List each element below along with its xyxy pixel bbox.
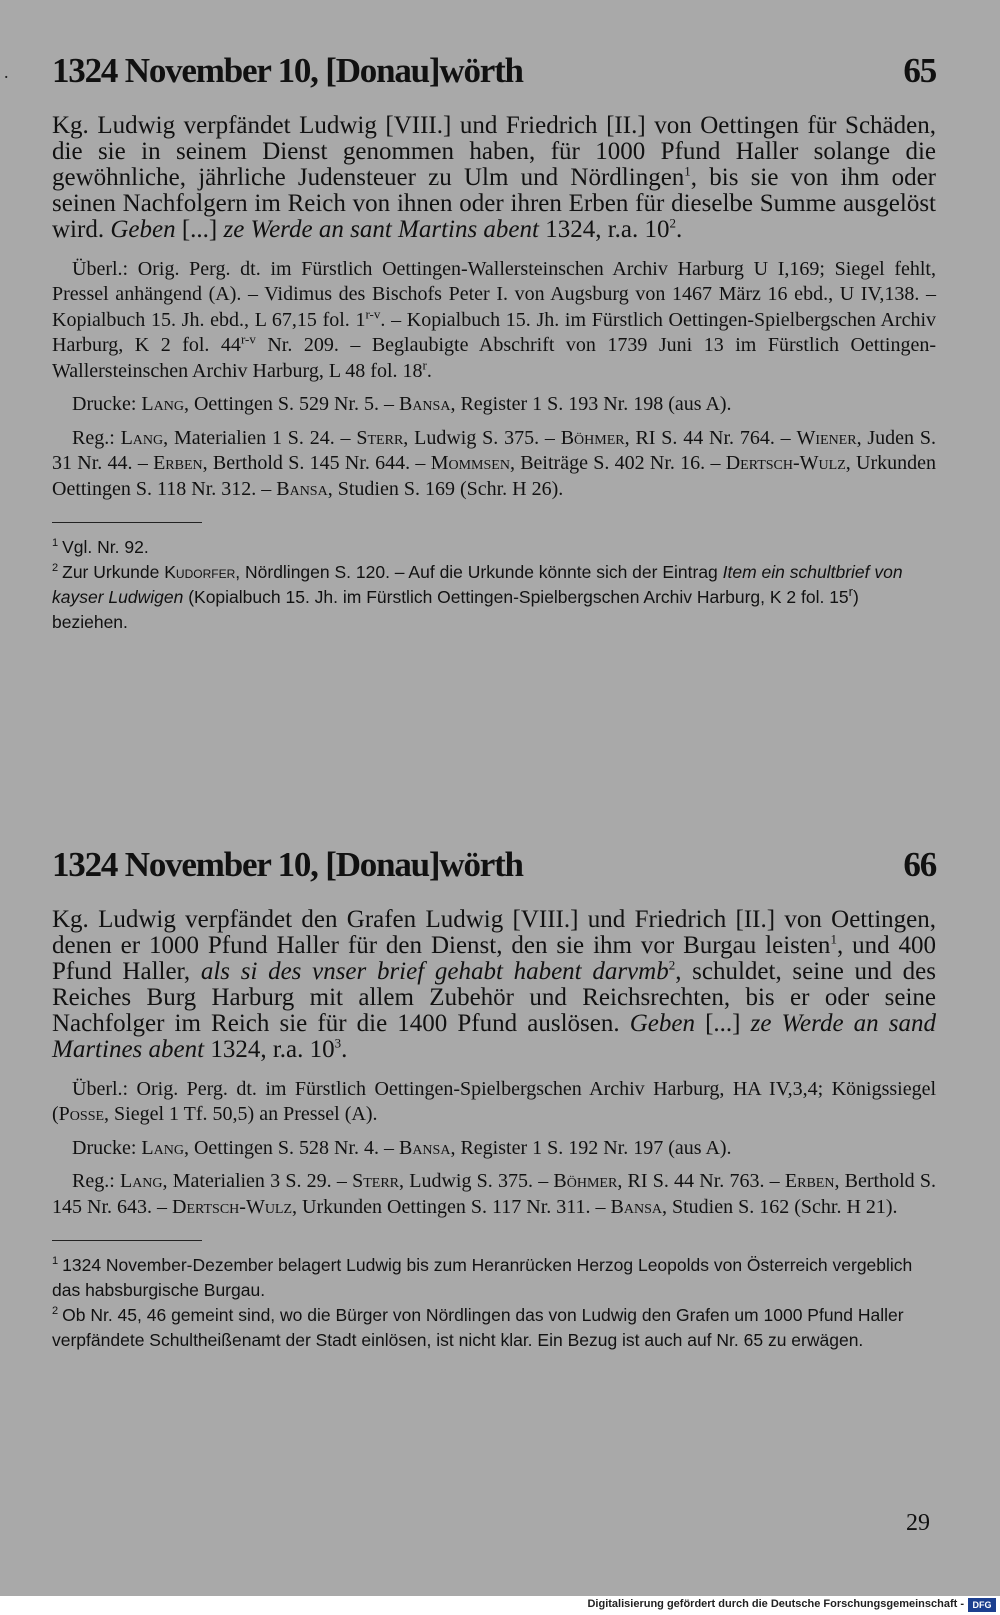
document-entry bbox=[52, 846, 936, 1353]
credit-text: Digitalisierung gefördert durch die Deutsche Forschungsgemeinschaft - bbox=[587, 1598, 964, 1610]
footnote-ref: 1 bbox=[684, 163, 691, 179]
entry-date-place: 1324 November 10, [Donau]wörth bbox=[52, 845, 523, 884]
source-quote: ze Werde an sant Martins abent bbox=[223, 215, 539, 243]
footnote: $^1$ Vgl. Nr. 92. bbox=[52, 537, 149, 557]
document-entry bbox=[52, 52, 936, 635]
regesta-note: Reg.: Lang, Materialien 1 S. 24. – Sterr, Ludwig S. 375. – Böhmer, RI S. 44 Nr. 764. – Wiener, Juden S. 31 Nr. 44. – Erben, Berthold S. 145 Nr. 644. – Mommsen, Beiträge S. 402 Nr. 16. – Dertsch-Wulz, Urkunden Oettingen S. 118 Nr. 312. – Bansa, Studien S. 169 (Schr. H 26). bbox=[52, 426, 937, 500]
prints-note: Drucke: Lang, Oettingen S. 529 Nr. 5. – Bansa, Register 1 S. 193 Nr. 198 (aus A). bbox=[72, 393, 732, 415]
page-number: 29 bbox=[906, 1510, 930, 1536]
entry-heading bbox=[52, 52, 936, 91]
footnote: $^2$ Ob Nr. 45, 46 gemeint sind, wo die Bürger von Nördlingen das von Ludwig den Grafen um 1000 Pfund Haller verpfändete Schultheißenamt der Stadt einlösen, ist nicht klar. Ein Bezug ist auch auf Nr. 65 zu erwägen. bbox=[52, 1305, 904, 1350]
footnote: $^1$ 1324 November-Dezember belagert Ludwig bis zum Heranrücken Herzog Leopolds von Österreich vergeblich das habsburgische Burgau. bbox=[52, 1255, 913, 1300]
transmission-note: Überl.: Orig. Perg. dt. im Fürstlich Oettingen-Wallersteinschen Archiv Harburg U I,169; Siegel fehlt, Pressel anhängend (A). – Vidimus des Bischofs Peter I. von Augsburg von 1467 März 16 ebd., U IV,138. – Kopialbuch 15. Jh. ebd., L 67,15 fol. 1$^{r-v}$. – Kopialbuch 15. Jh. im Fürstlich Oettingen-Spielbergschen Archiv Harburg, K 2 fol. 44$^{r-v}$ Nr. 209. – Beglaubigte Abschrift von 1739 Juni 13 im Fürstlich Oettingen-Wallersteinschen Archiv Harburg, L 48 fol. 18$^r$. bbox=[52, 257, 936, 382]
transmission-note: Überl.: Orig. Perg. dt. im Fürstlich Oettingen-Spielbergschen Archiv Harburg, HA IV,3,4; Königssiegel (Posse, Siegel 1 Tf. 50,5) an Pressel (A). bbox=[52, 1077, 936, 1125]
entry-number: 65 bbox=[903, 51, 936, 90]
footnote: $^2$ Zur Urkunde Kudorfer, Nördlingen S. 120. – Auf die Urkunde könnte sich der Eintrag Item ein schultbrief von kayser Ludwigen (Kopialbuch 15. Jh. im Fürstlich Oettingen-Spielbergschen Archiv Harburg, K 2 fol. 15$^r$) beziehen. bbox=[52, 562, 903, 632]
source-quote: ze Werde an sand Martines abent bbox=[52, 1009, 937, 1063]
digitization-credit-bar bbox=[0, 1596, 1000, 1615]
regesta-note: Reg.: Lang, Materialien 3 S. 29. – Sterr, Ludwig S. 375. – Böhmer, RI S. 44 Nr. 763. – Erben, Berthold S. 145 Nr. 643. – Dertsch-Wulz, Urkunden Oettingen S. 117 Nr. 311. – Bansa, Studien S. 162 (Schr. H 21). bbox=[52, 1170, 936, 1218]
footnote-divider bbox=[52, 1240, 202, 1241]
entry-heading bbox=[52, 846, 936, 885]
footnote-ref: 2 bbox=[668, 957, 676, 973]
entry-summary: Kg. Ludwig verpfändet den Grafen Ludwig [VIII.] und Friedrich [II.] von Oettingen, denen er 1000 Pfund Haller für den Dienst, den sie ihm vor Burgau leisten$^1$, und 400 Pfund Haller, als si des vnser brief gehabt habent darvmb$^2$, schuldet, seine und des Reiches Burg Harburg mit allem Zubehör und Reichsrechten, bis er oder seine Nachfolger im Reich sie für die 1400 Pfund auslösen. Geben [...] ze Werde an sand Martines abent 1324, r.a. $10^3$. bbox=[52, 905, 937, 1063]
entry-number: 66 bbox=[903, 845, 936, 884]
page-edge-mark: . bbox=[4, 62, 9, 82]
entry-date-place: 1324 November 10, [Donau]wörth bbox=[52, 51, 523, 90]
footnote-ref: 1 bbox=[830, 931, 837, 947]
prints-note: Drucke: Lang, Oettingen S. 528 Nr. 4. – Bansa, Register 1 S. 192 Nr. 197 (aus A). bbox=[72, 1136, 732, 1159]
dfg-logo: DFG bbox=[968, 1598, 996, 1612]
footnote-ref: 3 bbox=[334, 1035, 342, 1051]
entry-summary: Kg. Ludwig verpfändet Ludwig [VIII.] und Friedrich [II.] von Oettingen für Schäden, die sie in seinem Dienst genommen haben, für 1000 Pfund Haller solange die gewöhnliche, jährliche Judensteuer zu Ulm und Nördlingen$^1$, bis sie von ihm oder seinen Nachfolgern im Reich von ihnen oder ihren Erben für dieselbe Summe ausgelöst wird. Geben [...] ze Werde an sant Martins abent 1324, r.a. $10^2$. bbox=[52, 111, 936, 243]
footnote-ref: 2 bbox=[669, 215, 677, 231]
footnote-divider bbox=[52, 522, 202, 523]
source-quote: als si des vnser brief gehabt habent darvmb bbox=[200, 957, 669, 985]
